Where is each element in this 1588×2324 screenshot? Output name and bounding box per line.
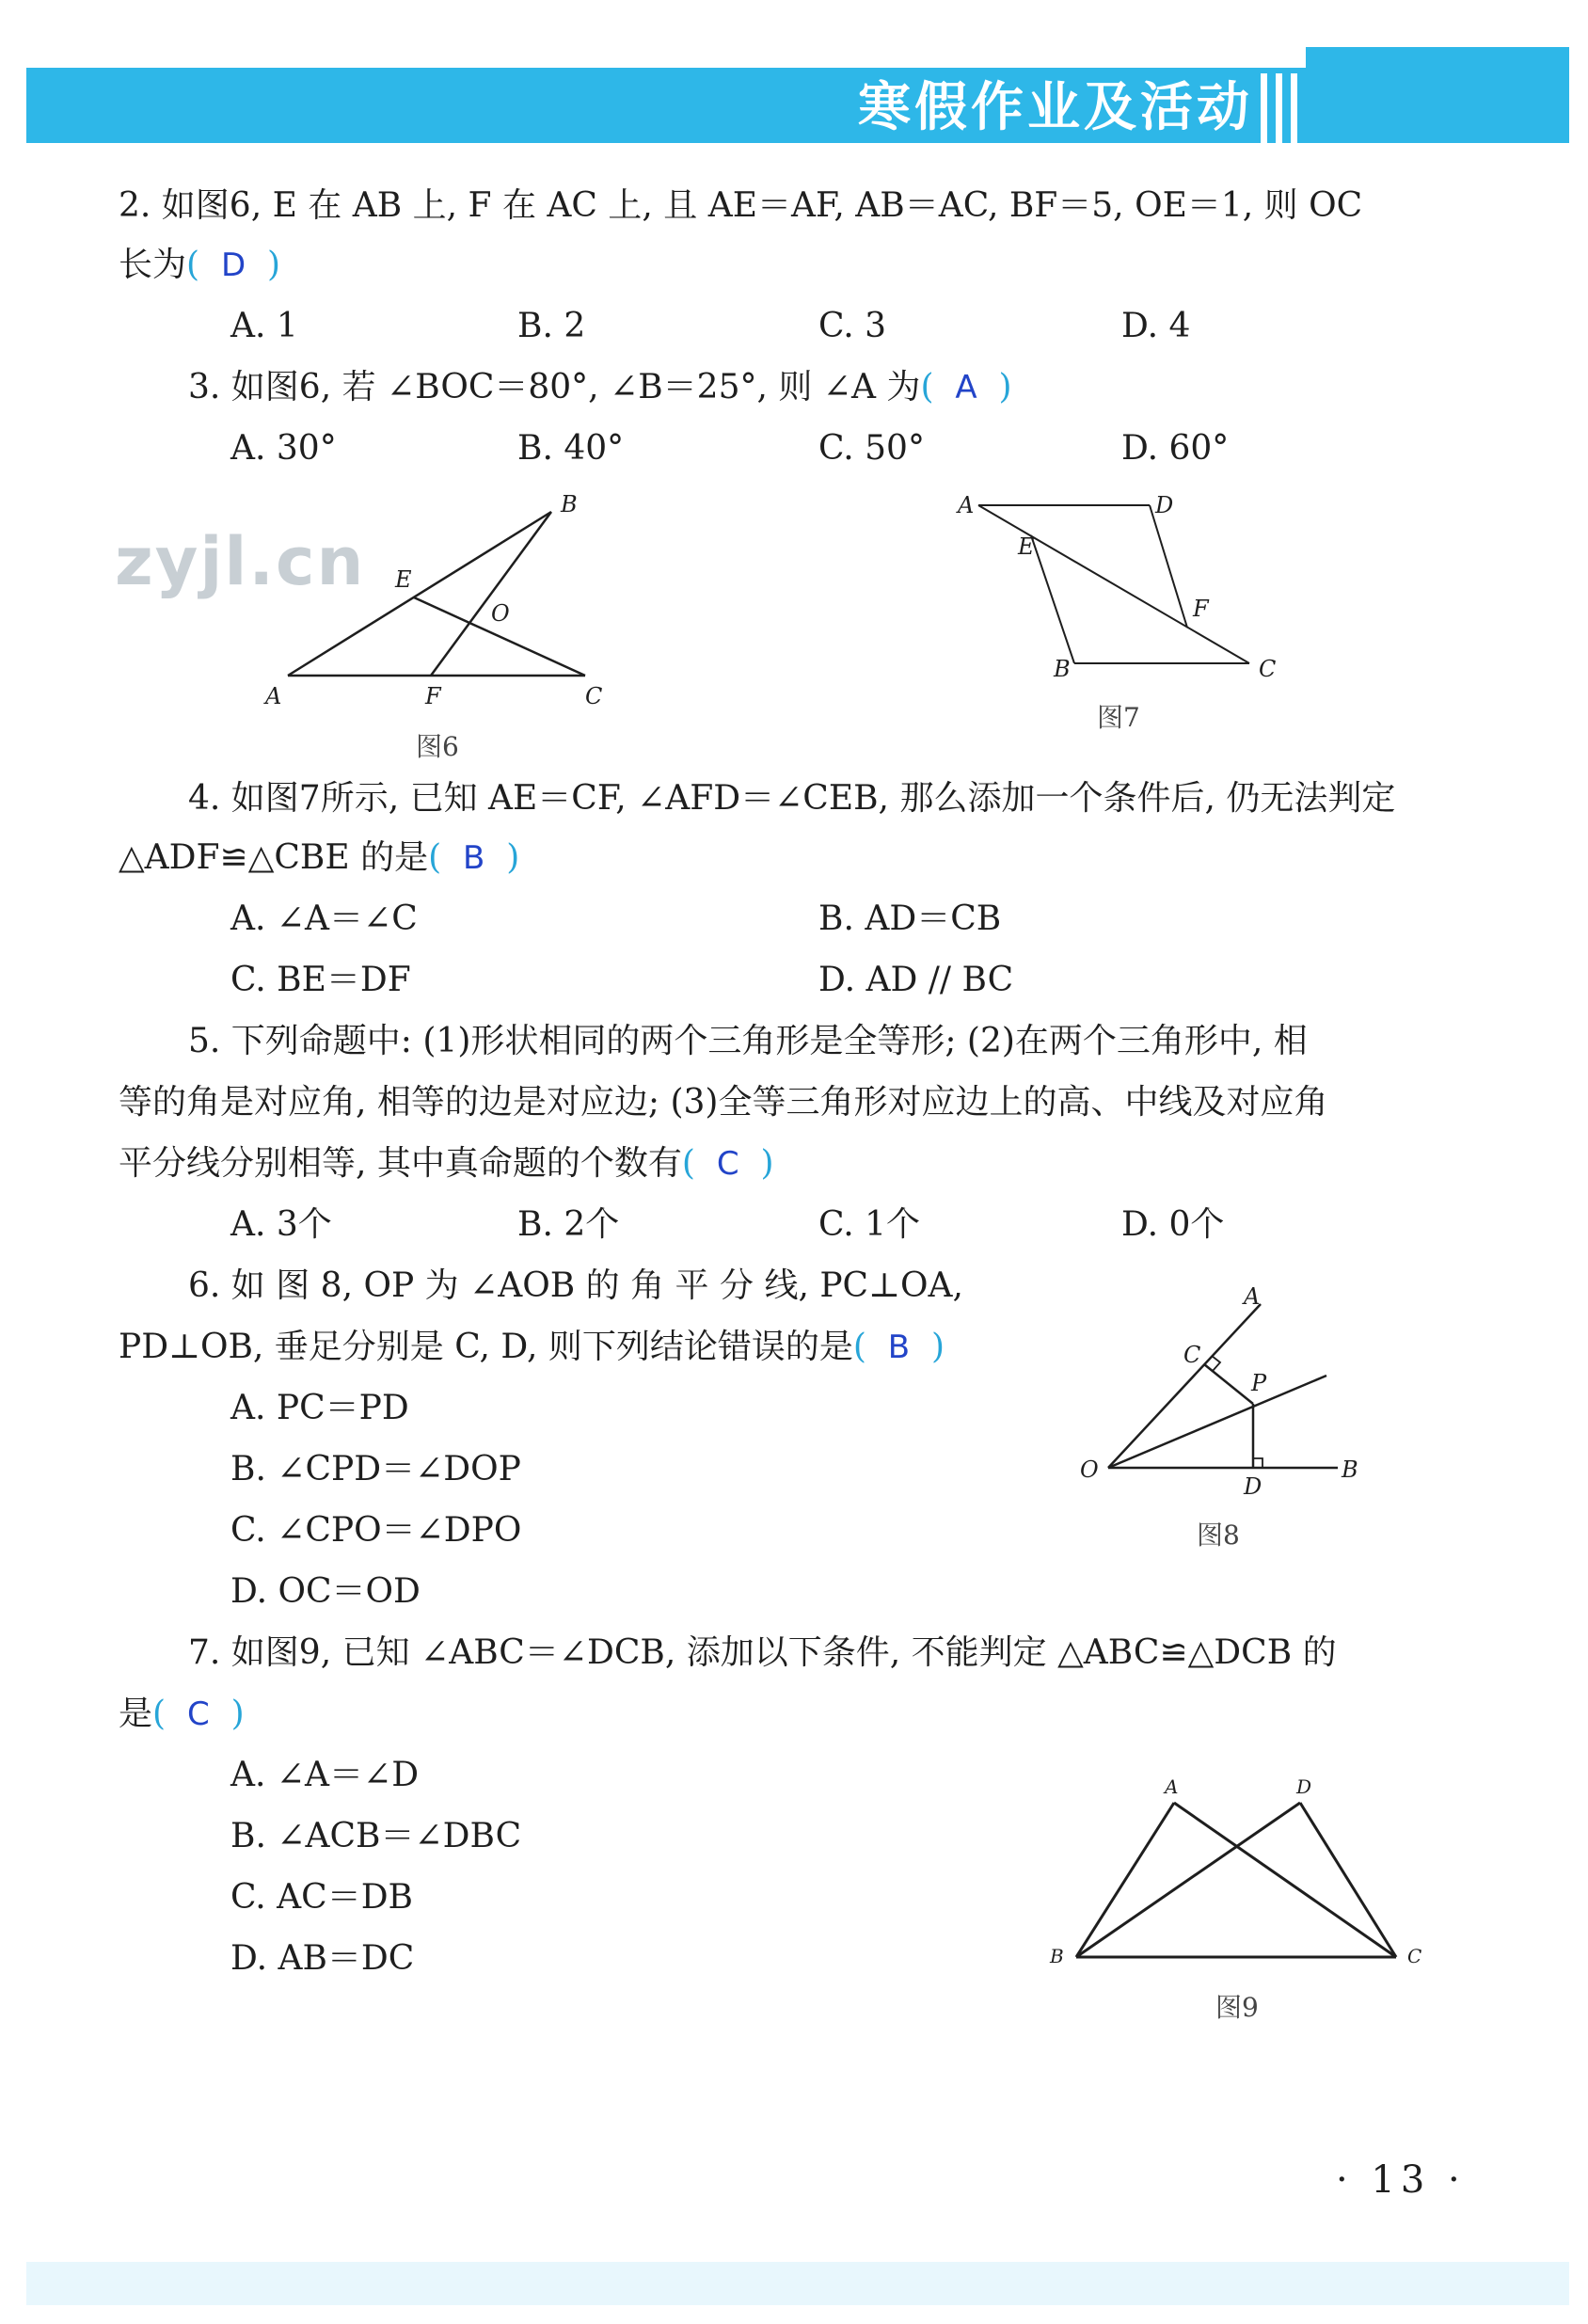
point-label-a: A bbox=[1165, 1775, 1179, 1798]
question-5-stem-line-1: 5. 下列命题中: (1)形状相同的两个三角形是全等形; (2)在两个三角形中, 相 bbox=[188, 1022, 1308, 1060]
figure-7 bbox=[950, 485, 1308, 739]
question-3-option-d: D. 60° bbox=[1121, 429, 1230, 468]
question-3-answer: A bbox=[955, 369, 977, 406]
question-5-answer: C bbox=[716, 1145, 739, 1183]
answer-paren-open: ( bbox=[152, 1695, 167, 1733]
answer-paren-open: ( bbox=[428, 838, 442, 877]
page-number: · 13 · bbox=[1336, 2158, 1466, 2202]
segment-ba bbox=[1076, 1803, 1174, 1957]
question-2-option-b: B. 2 bbox=[517, 307, 586, 345]
figure-7-caption: 图7 bbox=[1097, 702, 1140, 733]
point-label-o: O bbox=[1080, 1456, 1099, 1483]
question-4-stem-text: △ADF≌△CBE 的是 bbox=[119, 838, 429, 877]
figure-6-caption: 图6 bbox=[416, 731, 459, 762]
question-3-option-b: B. 40° bbox=[517, 429, 625, 468]
ray-op bbox=[1108, 1376, 1326, 1468]
question-6-stem-text: PD⊥OB, 垂足分别是 C, D, 则下列结论错误的是 bbox=[119, 1328, 853, 1366]
question-4-option-b: B. AD＝CB bbox=[818, 899, 1002, 938]
header-title: 寒假作业及活动 bbox=[858, 77, 1253, 138]
question-2-stem-line-2 bbox=[119, 240, 280, 291]
question-5-stem-line-3 bbox=[119, 1138, 774, 1189]
segment-ac bbox=[978, 505, 1249, 663]
question-4-option-c: C. BE＝DF bbox=[230, 961, 411, 999]
point-label-a: A bbox=[1244, 1283, 1261, 1310]
segment-ac bbox=[1174, 1803, 1396, 1957]
question-5-option-c: C. 1个 bbox=[818, 1205, 921, 1244]
point-label-c: C bbox=[585, 683, 603, 709]
question-6-option-d: D. OC＝OD bbox=[230, 1572, 421, 1611]
point-label-c: C bbox=[1407, 1945, 1422, 1967]
question-6-option-a: A. PC＝PD bbox=[230, 1389, 409, 1427]
answer-paren-close: ) bbox=[230, 1695, 245, 1733]
point-label-e: E bbox=[395, 566, 412, 593]
question-4-option-a: A. ∠A＝∠C bbox=[230, 899, 418, 938]
right-angle-mark-d bbox=[1253, 1458, 1262, 1468]
question-6-option-c: C. ∠CPO＝∠DPO bbox=[230, 1511, 522, 1550]
point-label-e: E bbox=[1018, 533, 1035, 560]
question-5-option-b: B. 2个 bbox=[517, 1205, 620, 1244]
point-label-a: A bbox=[265, 683, 282, 709]
question-6-answer: B bbox=[887, 1329, 911, 1366]
question-3-option-c: C. 50° bbox=[818, 429, 925, 468]
point-label-c: C bbox=[1183, 1342, 1201, 1368]
segment-bd bbox=[1076, 1803, 1300, 1957]
answer-paren-close: ) bbox=[998, 368, 1012, 406]
question-7-option-b: B. ∠ACB＝∠DBC bbox=[230, 1817, 522, 1855]
question-7-stem-line-1: 7. 如图9, 已知 ∠ABC＝∠DCB, 添加以下条件, 不能判定 △ABC≌△DCB 的 bbox=[188, 1633, 1337, 1672]
right-angle-mark-c bbox=[1212, 1356, 1220, 1371]
answer-paren-close: ) bbox=[506, 838, 520, 877]
figure-8 bbox=[1072, 1280, 1392, 1562]
figure-6 bbox=[254, 489, 630, 772]
point-label-f: F bbox=[425, 683, 441, 709]
question-5-stem-line-2: 等的角是对应角, 相等的边是对应边; (3)全等三角形对应边上的高、中线及对应角 bbox=[119, 1083, 1328, 1122]
point-label-a: A bbox=[958, 492, 975, 518]
question-4-stem-line-1: 4. 如图7所示, 已知 AE＝CF, ∠AFD＝∠CEB, 那么添加一个条件后, 仍无法判定 bbox=[188, 779, 1396, 818]
figure-9-caption: 图9 bbox=[1215, 1992, 1259, 2023]
answer-paren-open: ( bbox=[186, 246, 200, 284]
watermark: zyjl.cn bbox=[115, 523, 366, 600]
question-2-stem-text: 长为 bbox=[119, 246, 187, 284]
question-5-option-a: A. 3个 bbox=[230, 1205, 332, 1244]
point-label-b: B bbox=[1054, 656, 1071, 682]
bottom-band bbox=[26, 2262, 1569, 2305]
answer-paren-open: ( bbox=[852, 1328, 866, 1366]
segment-ab bbox=[288, 512, 551, 676]
answer-paren-open: ( bbox=[681, 1144, 695, 1183]
question-5-option-d: D. 0个 bbox=[1121, 1205, 1225, 1244]
question-6-stem-line-1: 6. 如 图 8, OP 为 ∠AOB 的 角 平 分 线, PC⊥OA, bbox=[188, 1266, 963, 1305]
question-4-answer: B bbox=[463, 839, 485, 877]
question-7-option-d: D. AB＝DC bbox=[230, 1939, 415, 1978]
answer-paren-close: ) bbox=[931, 1328, 945, 1366]
question-6-stem-line-2 bbox=[119, 1322, 945, 1373]
point-label-f: F bbox=[1193, 596, 1209, 622]
question-3-stem bbox=[188, 362, 1012, 413]
question-4-stem-line-2 bbox=[119, 833, 519, 883]
answer-paren-close: ) bbox=[760, 1144, 774, 1183]
question-2-stem-line-1: 2. 如图6, E 在 AB 上, F 在 AC 上, 且 AE＝AF, AB＝AC, BF＝5, OE＝1, 则 OC bbox=[119, 186, 1363, 225]
question-3-stem-text: 3. 如图6, 若 ∠BOC＝80°, ∠B＝25°, 则 ∠A 为 bbox=[188, 368, 921, 406]
answer-paren-open: ( bbox=[920, 368, 934, 406]
question-7-answer: C bbox=[186, 1695, 210, 1733]
question-6-option-b: B. ∠CPD＝∠DOP bbox=[230, 1450, 521, 1488]
question-2-option-d: D. 4 bbox=[1121, 307, 1191, 345]
segment-eb bbox=[1031, 535, 1074, 663]
point-label-b: B bbox=[1342, 1456, 1358, 1483]
ray-oa bbox=[1108, 1304, 1261, 1468]
question-4-option-d: D. AD // BC bbox=[818, 961, 1014, 999]
figure-8-caption: 图8 bbox=[1197, 1520, 1240, 1551]
point-label-d: D bbox=[1155, 492, 1174, 518]
segment-pc bbox=[1204, 1364, 1253, 1404]
point-label-b: B bbox=[561, 491, 578, 517]
figure-9 bbox=[1044, 1769, 1439, 2032]
point-label-d: D bbox=[1244, 1473, 1262, 1500]
header-tab bbox=[1306, 47, 1569, 143]
question-5-stem-text: 平分线分别相等, 其中真命题的个数有 bbox=[119, 1144, 682, 1183]
question-2-answer: D bbox=[220, 247, 246, 284]
header-stripes bbox=[1259, 73, 1304, 143]
point-label-p: P bbox=[1251, 1370, 1267, 1396]
point-label-b: B bbox=[1050, 1945, 1064, 1967]
segment-dc bbox=[1300, 1803, 1396, 1957]
question-7-option-c: C. AC＝DB bbox=[230, 1878, 414, 1917]
question-2-option-c: C. 3 bbox=[818, 307, 887, 345]
answer-paren-close: ) bbox=[267, 246, 281, 284]
point-label-d: D bbox=[1296, 1775, 1312, 1798]
question-3-option-a: A. 30° bbox=[230, 429, 337, 468]
question-7-option-a: A. ∠A＝∠D bbox=[230, 1756, 420, 1794]
question-2-option-a: A. 1 bbox=[230, 307, 298, 345]
question-7-stem-text: 是 bbox=[119, 1695, 153, 1733]
point-label-o: O bbox=[491, 600, 510, 627]
point-label-c: C bbox=[1259, 656, 1277, 682]
question-7-stem-line-2 bbox=[119, 1689, 245, 1740]
